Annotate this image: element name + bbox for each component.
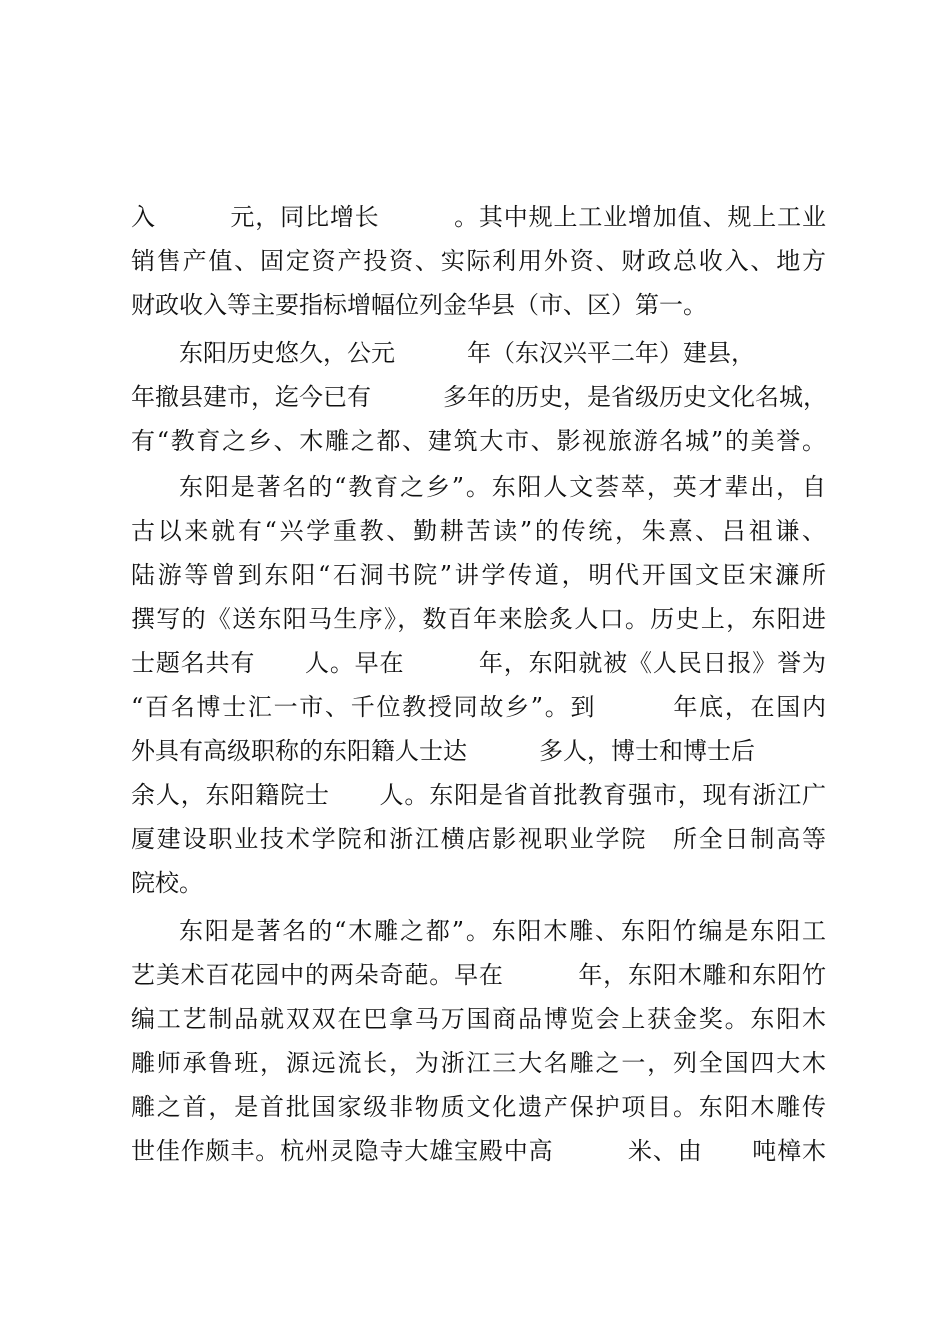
text-line: 陆游等曾到东阳“石洞书院”讲学传道，明代开国文臣宋濂所 [131,561,826,589]
text-line: 财政收入等主要指标增幅位列金华县（市、区）第一。 [131,291,707,319]
text-line: 院校。 [131,869,203,897]
paragraph-first-line: 东阳是著名的“木雕之都”。东阳木雕、东阳竹编是东阳工 [179,917,826,945]
text-line: 厦建设职业技术学院和浙江横店影视职业学院 所全日制高等 [131,825,826,853]
text-line: 古以来就有“兴学重教、勤耕苦读”的传统，朱熹、吕祖谦、 [131,517,826,545]
text-line: “百名博士汇一市、千位教授同故乡”。到 年底，在国内 [131,693,826,721]
text-line: 编工艺制品就双双在巴拿马万国商品博览会上获金奖。东阳木 [131,1005,826,1033]
text-line: 年撤县建市，迄今已有 多年的历史，是省级历史文化名城， [131,383,827,411]
text-line: 雕之首，是首批国家级非物质文化遗产保护项目。东阳木雕传 [131,1093,826,1121]
text-line: 世佳作颇丰。杭州灵隐寺大雄宝殿中高 米、由 吨樟木 [131,1137,826,1165]
text-line: 销售产值、固定资产投资、实际利用外资、财政总收入、地方 [131,247,826,275]
text-line: 外具有高级职称的东阳籍人士达 多人，博士和博士后 [131,737,755,765]
text-line: 余人，东阳籍院士 人。东阳是省首批教育强市，现有浙江广 [131,781,826,809]
text-line: 入 元，同比增长 。其中规上工业增加值、规上工业 [131,203,826,231]
text-line: 艺美术百花园中的两朵奇葩。早在 年，东阳木雕和东阳竹 [131,961,826,989]
paragraph-first-line: 东阳历史悠久，公元 年（东汉兴平二年）建县， [179,339,755,367]
text-line: 撰写的《送东阳马生序》，数百年来脍炙人口。历史上，东阳进 [131,605,826,633]
text-line: 有“教育之乡、木雕之都、建筑大市、影视旅游名城”的美誉。 [131,427,826,455]
text-line: 雕师承鲁班，源远流长，为浙江三大名雕之一，列全国四大木 [131,1049,826,1077]
paragraph-first-line: 东阳是著名的“教育之乡”。东阳人文荟萃，英才辈出，自 [179,473,826,501]
text-line: 士题名共有 人。早在 年，东阳就被《人民日报》誉为 [131,649,826,677]
